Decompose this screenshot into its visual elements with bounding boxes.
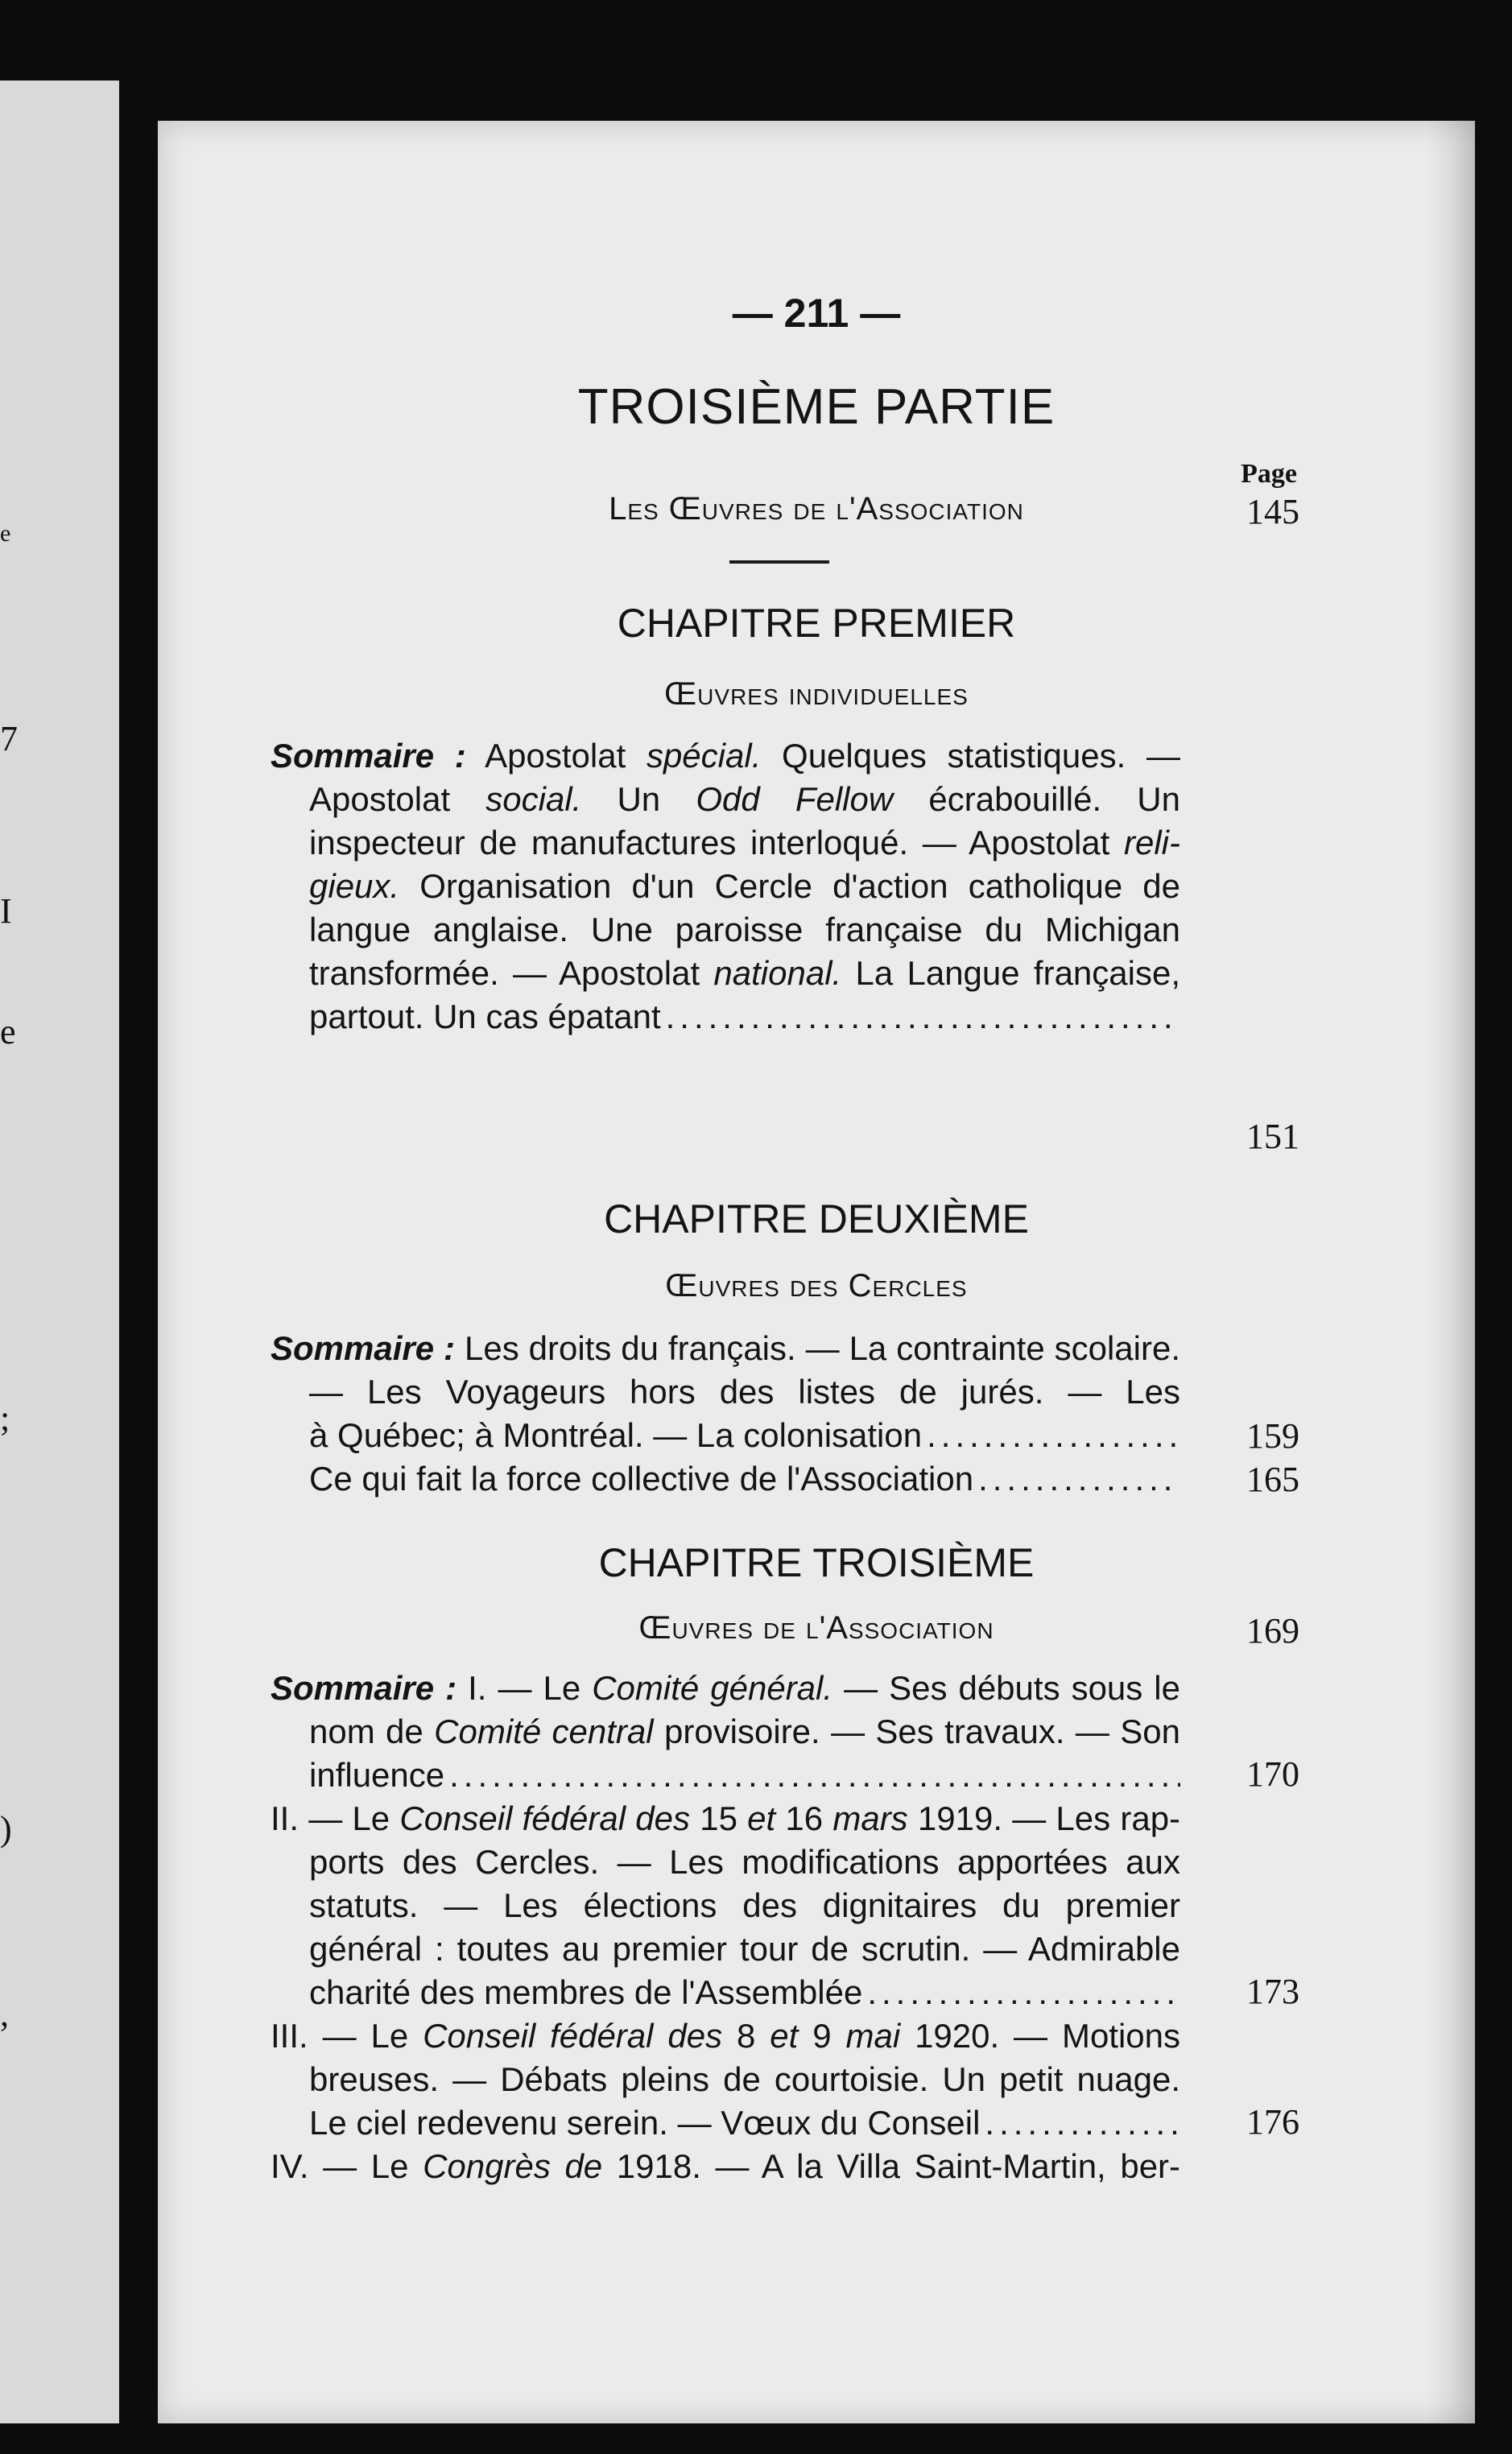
summary-line [271, 1971, 1180, 2014]
summary-text: mars [832, 1799, 908, 1837]
summary-line [271, 2101, 1180, 2145]
chapter-page-number: 165 [1246, 1460, 1299, 1499]
chapter-page-number: 173 [1246, 1972, 1299, 2011]
summary-text: 15 [700, 1799, 737, 1837]
summary-line [271, 1710, 1180, 1754]
left-page-fragment: ) [0, 1809, 12, 1849]
chapter-summary [271, 1327, 1180, 1501]
summary-text: 1918. — A la Villa Saint-Martin, ber- [616, 2147, 1180, 2185]
summary-text: reli- [1124, 824, 1180, 861]
summary-text: Organisation d'un Cercle d'action catholique de [419, 867, 1180, 905]
dot-leader [985, 2101, 1180, 2145]
summary-text: — Ses débuts sous le [844, 1669, 1180, 1707]
summary-text: inspecteur de manufactures interloqué. — Apostolat [309, 824, 1110, 861]
summary-text: et [747, 1799, 776, 1837]
page-number: — 211 — [732, 291, 901, 336]
page-column-label: Page [1241, 459, 1297, 489]
summary-line [271, 1927, 1180, 1971]
chapter-summary [271, 1667, 1180, 2188]
dot-leader [927, 1414, 1180, 1457]
summary-line [271, 1414, 1180, 1457]
summary-text: statuts. — Les élections des dignitaires du premier [309, 1886, 1180, 1924]
left-page-fragment: I [0, 891, 12, 931]
summary-text: général : toutes au premier tour de scrutin. — Admirable [309, 1930, 1180, 1968]
summary-text: langue anglaise. Une paroisse française du Michigan [309, 911, 1180, 948]
chapter-subtitle: Œuvres des Cercles [665, 1268, 968, 1303]
dot-leader [978, 1457, 1180, 1501]
summary-line [271, 1370, 1180, 1414]
summary-line [271, 1327, 1180, 1370]
chapter-subtitle: Œuvres de l'Association [638, 1610, 994, 1646]
left-page-fragment: 7 [0, 719, 18, 758]
summary-line [271, 908, 1180, 952]
summary-label: Sommaire : [271, 737, 466, 775]
summary-text: I. — Le [468, 1669, 581, 1707]
summary-text: Quelques statistiques. — [782, 737, 1180, 775]
summary-line [271, 1667, 1180, 1710]
left-page-edge [0, 81, 119, 2423]
summary-text: partout. Un cas épatant [309, 998, 661, 1035]
part-title: TROISIÈME PARTIE [577, 379, 1056, 435]
summary-label: Sommaire : [271, 1669, 457, 1707]
summary-line [271, 1884, 1180, 1927]
summary-text: 9 [812, 2017, 832, 2055]
divider-rule [729, 560, 829, 564]
summary-text: Ce qui fait la force collective de l'Association [309, 1460, 974, 1498]
chapter-page-number: 159 [1246, 1416, 1299, 1456]
summary-text: — Les Voyageurs hors des listes de jurés. — Les [309, 1373, 1180, 1411]
chapter-summary [271, 734, 1180, 1039]
summary-text: III. — Le [271, 2017, 409, 2055]
summary-text: écrabouillé. Un [928, 780, 1180, 818]
dot-leader [867, 1971, 1180, 2014]
chapter-title: CHAPITRE DEUXIÈME [604, 1196, 1029, 1241]
summary-line [271, 734, 1180, 778]
book-page [158, 121, 1475, 2423]
summary-text: Comité général. [592, 1669, 833, 1707]
summary-text: Odd Fellow [696, 780, 894, 818]
summary-line [271, 1797, 1180, 1840]
summary-text: mai [845, 2017, 901, 2055]
summary-text: provisoire. — Ses travaux. — Son [663, 1712, 1180, 1750]
section-page-number: 145 [1246, 492, 1299, 531]
summary-text: Le ciel redevenu serein. — Vœux du Conseil [309, 2104, 981, 2142]
summary-text: social. [485, 780, 582, 818]
chapter-subtitle: Œuvres individuelles [664, 676, 969, 712]
chapter-page-number: 151 [1246, 1117, 1299, 1156]
summary-line [271, 2058, 1180, 2101]
summary-text: 16 [785, 1799, 824, 1837]
summary-label: Sommaire : [271, 1329, 456, 1367]
dot-leader [666, 995, 1180, 1039]
summary-text: Comité central [434, 1712, 654, 1750]
summary-text: Un [617, 780, 661, 818]
summary-text: II. — Le [271, 1799, 390, 1837]
summary-line [271, 1840, 1180, 1884]
summary-text: transformée. — Apostolat [309, 954, 700, 992]
summary-line [271, 865, 1180, 908]
summary-text: nom de [309, 1712, 423, 1750]
summary-text: 8 [737, 2017, 756, 2055]
summary-line [271, 952, 1180, 995]
summary-line [271, 1457, 1180, 1501]
chapter-title: CHAPITRE PREMIER [617, 601, 1016, 646]
left-page-fragment: e [0, 520, 11, 547]
left-page-fragment: e [0, 1012, 16, 1051]
summary-text: Conseil fédéral des [423, 2017, 723, 2055]
summary-text: breuses. — Débats pleins de courtoisie. Un petit nuage. [309, 2060, 1180, 2098]
summary-text: Apostolat [309, 780, 451, 818]
summary-text: Apostolat [485, 737, 626, 775]
summary-text: IV. — Le [271, 2147, 409, 2185]
summary-text: Congrès de [423, 2147, 603, 2185]
left-page-fragment: ; [0, 1398, 10, 1438]
chapter-page-number: 176 [1246, 2102, 1299, 2142]
summary-text: influence [309, 1756, 445, 1794]
summary-text: ports des Cercles. — Les modifications apportées aux [309, 1843, 1180, 1881]
summary-text: La Langue française, [855, 954, 1180, 992]
summary-line [271, 995, 1180, 1039]
left-page-fragment: , [0, 1994, 9, 2034]
chapter-page-number: 170 [1246, 1754, 1299, 1794]
summary-line [271, 2014, 1180, 2058]
summary-text: Conseil fédéral des [399, 1799, 690, 1837]
summary-text: 1920. — Motions [915, 2017, 1180, 2055]
summary-line [271, 778, 1180, 821]
summary-text: à Québec; à Montréal. — La colonisation [309, 1416, 923, 1454]
summary-text: et [770, 2017, 799, 2055]
summary-text: Les droits du français. — La contrainte scolaire. [464, 1329, 1180, 1367]
summary-text: charité des membres de l'Assemblée [309, 1973, 863, 2011]
dot-leader [449, 1754, 1180, 1797]
summary-line [271, 1754, 1180, 1797]
summary-text: gieux. [309, 867, 400, 905]
summary-text: spécial. [646, 737, 762, 775]
summary-line [271, 821, 1180, 865]
section-title: Les Œuvres de l'Association [609, 491, 1024, 527]
summary-text: national. [713, 954, 842, 992]
chapter-title: CHAPITRE TROISIÈME [598, 1540, 1035, 1585]
chapter-page-number: 169 [1246, 1611, 1299, 1650]
summary-line [271, 2145, 1180, 2188]
summary-text: 1919. — Les rap- [917, 1799, 1180, 1837]
